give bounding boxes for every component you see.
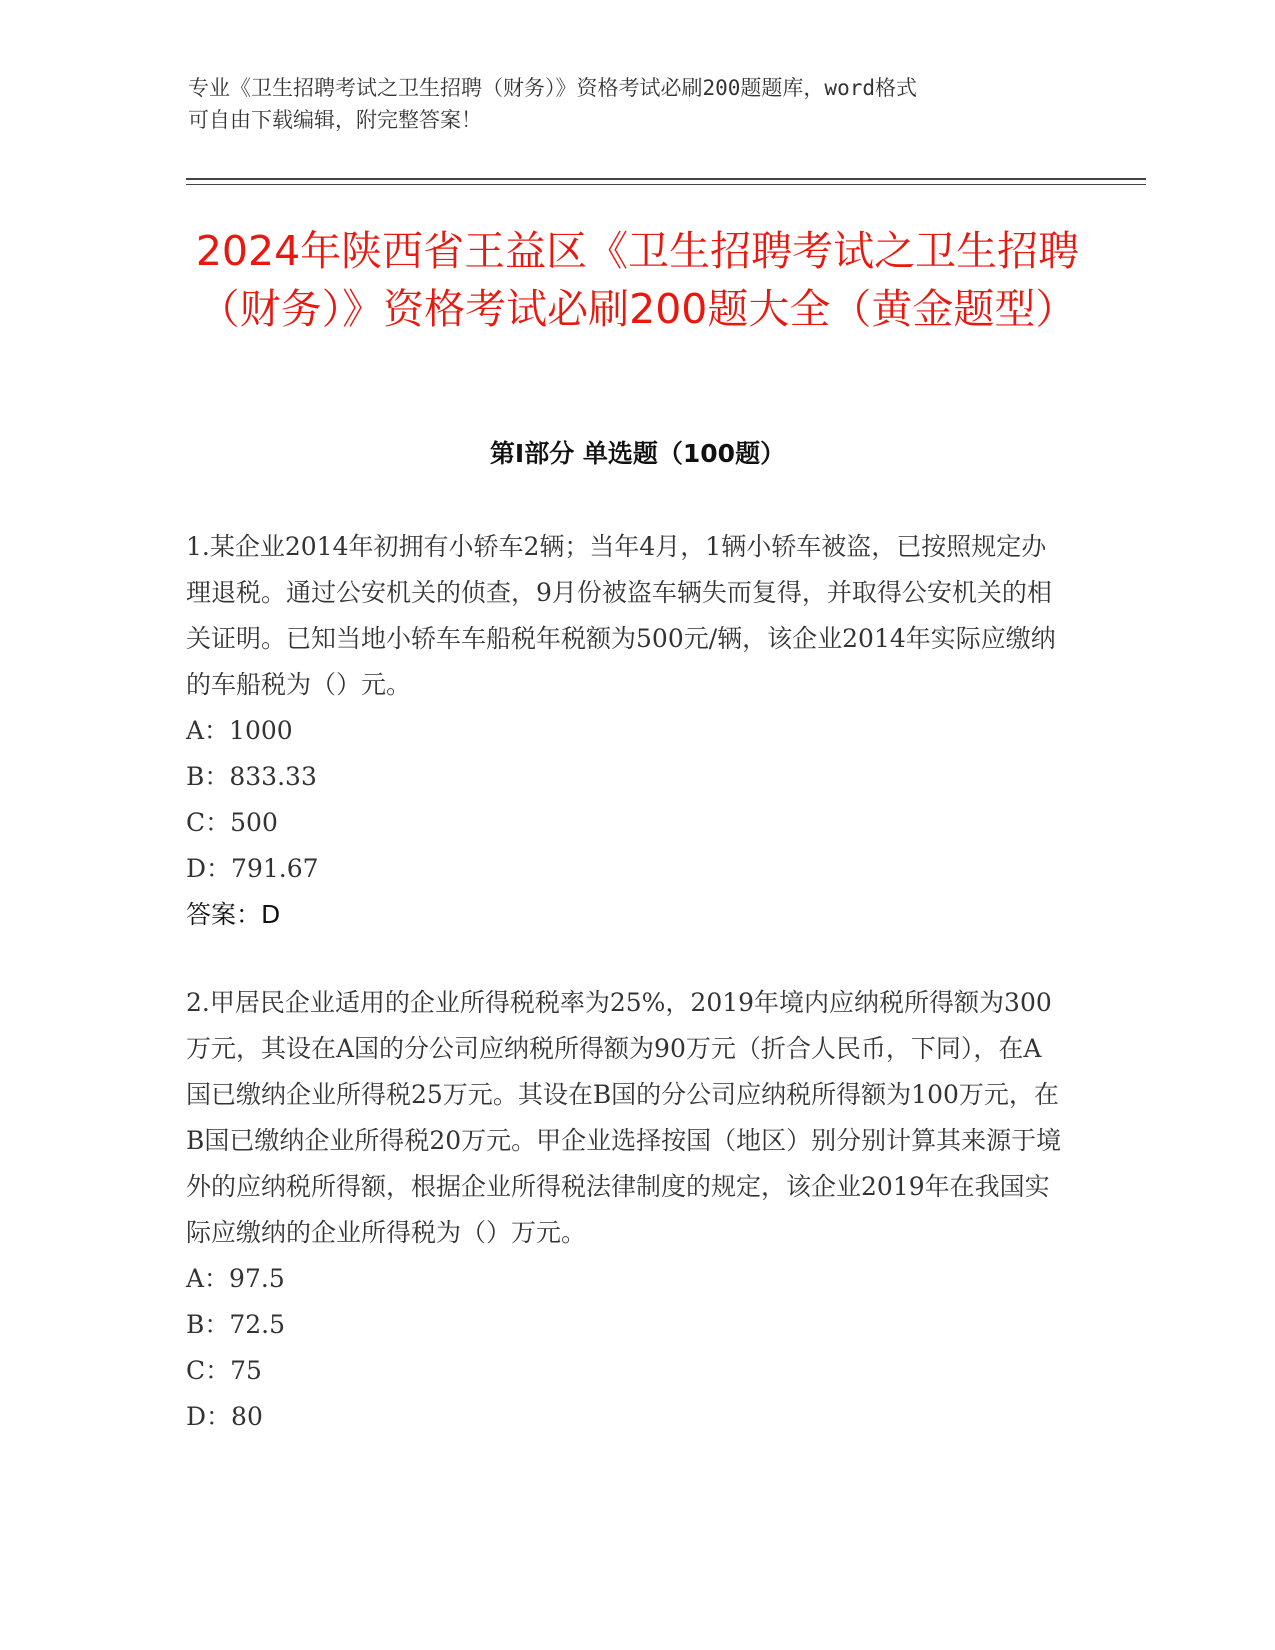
document-title: 2024年陕西省王益区《卫生招聘考试之卫生招聘（财务）》资格考试必刷200题大全（黄金题型）: [195, 227, 1080, 333]
header-divider-thin: [186, 184, 1146, 185]
option-a: A：97.5: [186, 1264, 285, 1293]
question-stem: 1.某企业2014年初拥有小轿车2辆；当年4月，1辆小轿车被盗，已按照规定办理退税。通过公安机关的侦查，9月份被盗车辆失而复得，并取得公安机关的相关证明。已知当地小轿车车船税年税额为500元/辆，该企业2014年实际应缴纳的车船税为（）元。: [186, 532, 1056, 699]
option-b: B：72.5: [186, 1310, 286, 1339]
option-c: C：75: [186, 1356, 262, 1385]
option-d: D：791.67: [186, 854, 319, 883]
header-note: 专业《卫生招聘考试之卫生招聘（财务）》资格考试必刷200题题库，word格式 可自由下载编辑，附完整答案！: [188, 76, 917, 132]
answer-text: 答案：D: [186, 900, 281, 929]
header-divider-thick: [186, 178, 1146, 180]
section-title: 第Ⅰ部分 单选题（100题）: [489, 439, 786, 468]
option-a: A：1000: [186, 716, 293, 745]
option-d: D：80: [186, 1402, 263, 1431]
option-c: C：500: [186, 808, 278, 837]
option-b: B：833.33: [186, 762, 317, 791]
question-1: [186, 524, 1066, 938]
question-2: [186, 980, 1066, 1440]
question-stem: 2.甲居民企业适用的企业所得税税率为25%，2019年境内应纳税所得额为300万元，其设在A国的分公司应纳税所得额为90万元（折合人民币，下同），在A国已缴纳企业所得税25万元。其设在B国的分公司应纳税所得额为100万元，在B国已缴纳企业所得税20万元。甲企业选择按国（地区）别分别计算其来源于境外的应纳税所得额，根据企业所得税法律制度的规定，该企业2019年在我国实际应缴纳的企业所得税为（）万元。: [186, 988, 1062, 1247]
